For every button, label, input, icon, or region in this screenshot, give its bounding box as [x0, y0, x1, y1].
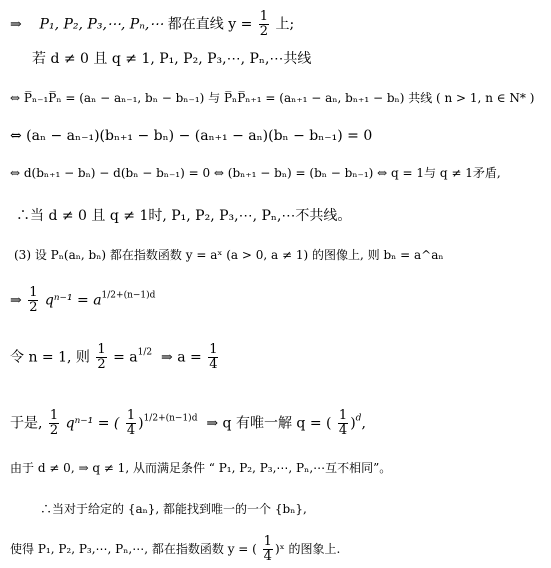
frac-den: 4: [126, 423, 136, 438]
fraction-one-quarter: [338, 409, 348, 438]
line-13-pre: 使得 P₁, P₂, P₃,⋯, Pₙ,⋯, 都在指数函数 y = (: [10, 542, 257, 556]
frac-num: 1: [29, 285, 38, 300]
frac-den: 4: [209, 357, 218, 372]
fraction-one-half: [49, 409, 59, 438]
fraction-one-half: [28, 286, 38, 315]
line-9-mid: = a: [113, 349, 138, 366]
line-8-rest: qⁿ⁻¹ = a: [44, 292, 102, 309]
line-1-end: 上;: [275, 16, 295, 33]
implies-arrow: ⇒: [10, 292, 22, 309]
line-3: ⇔ P̅ₙ₋₁P̅ₙ = (aₙ − aₙ₋₁, bₙ − bₙ₋₁) 与 P̅ₙP̅ₙ₊₁ = (aₙ₊₁ − aₙ, bₙ₊₁ − bₙ) 共线 ( n > 1, n ∈ N* ): [10, 91, 535, 105]
frac-den: 4: [338, 423, 348, 438]
line-1: [10, 10, 294, 39]
line-7: (3) 设 Pₙ(aₙ, bₙ) 都在指数函数 y = aˣ (a > 0, a ≠ 1) 的图像上, 则 bₙ = a^aₙ: [14, 248, 444, 262]
frac-den: 4: [263, 549, 272, 564]
fraction-one-quarter: [208, 343, 218, 372]
points-list: P₁, P₂, P₃,⋯, Pₙ,⋯: [39, 16, 164, 33]
line-13: [10, 535, 340, 564]
line-10-pre: 于是,: [10, 415, 43, 432]
line-11: 由于 d ≠ 0, ⇒ q ≠ 1, 从而满足条件 “ P₁, P₂, P₃,⋯, Pₙ,⋯互不相同”。: [10, 461, 392, 475]
exponent: 1/2: [137, 347, 153, 358]
implies-arrow: ⇒: [10, 16, 22, 33]
line-2: 若 d ≠ 0 且 q ≠ 1, P₁, P₂, P₃,⋯, Pₙ,⋯共线: [32, 51, 312, 67]
fraction-one-half: [259, 10, 269, 39]
frac-num: 1: [49, 408, 59, 423]
fraction-one-quarter: [263, 535, 273, 564]
frac-den: 2: [29, 300, 38, 315]
line-5: ⇔ d(bₙ₊₁ − bₙ) − d(bₙ − bₙ₋₁) = 0 ⇔ (bₙ₊₁ − bₙ) = (bₙ − bₙ₋₁) ⇔ q = 1与 q ≠ 1矛盾,: [10, 166, 501, 180]
frac-den: 2: [49, 423, 59, 438]
frac-den: 2: [97, 357, 106, 372]
exponent: 1/2+(n−1)d: [143, 413, 198, 424]
paren: ): [138, 415, 144, 432]
line-8: [10, 286, 155, 315]
frac-den: 2: [259, 24, 269, 39]
comma: ,: [361, 415, 366, 432]
frac-num: 1: [126, 408, 136, 423]
line-9-pre: 令 n = 1, 则: [10, 349, 90, 366]
line-4: ⇔ (aₙ − aₙ₋₁)(bₙ₊₁ − bₙ) − (aₙ₊₁ − aₙ)(bₙ − bₙ₋₁) = 0: [10, 128, 373, 144]
frac-num: 1: [97, 342, 106, 357]
line-9-arrow: ⇒ a =: [161, 349, 202, 366]
exponent: 1/2+(n−1)d: [101, 290, 156, 301]
frac-num: 1: [259, 9, 269, 24]
paren: ): [350, 415, 356, 432]
line-10-post: ⇒ q 有唯一解 q = (: [206, 415, 332, 432]
fraction-one-quarter: [126, 409, 136, 438]
line-10-mid: qⁿ⁻¹ = (: [65, 415, 120, 432]
exponent: d: [355, 413, 362, 424]
frac-num: 1: [338, 408, 348, 423]
line-1-text: 都在直线 y =: [167, 16, 253, 33]
line-12: ∴当对于给定的 {aₙ}, 都能找到唯一的一个 {bₙ},: [40, 502, 307, 516]
frac-num: 1: [209, 342, 218, 357]
line-9: [10, 343, 220, 372]
frac-num: 1: [263, 534, 272, 549]
line-13-post: )ˣ 的图象上.: [274, 542, 341, 556]
line-6: ∴当 d ≠ 0 且 q ≠ 1时, P₁, P₂, P₃,⋯, Pₙ,⋯不共线。: [16, 208, 352, 224]
fraction-one-half: [96, 343, 106, 372]
line-10: [10, 409, 366, 438]
